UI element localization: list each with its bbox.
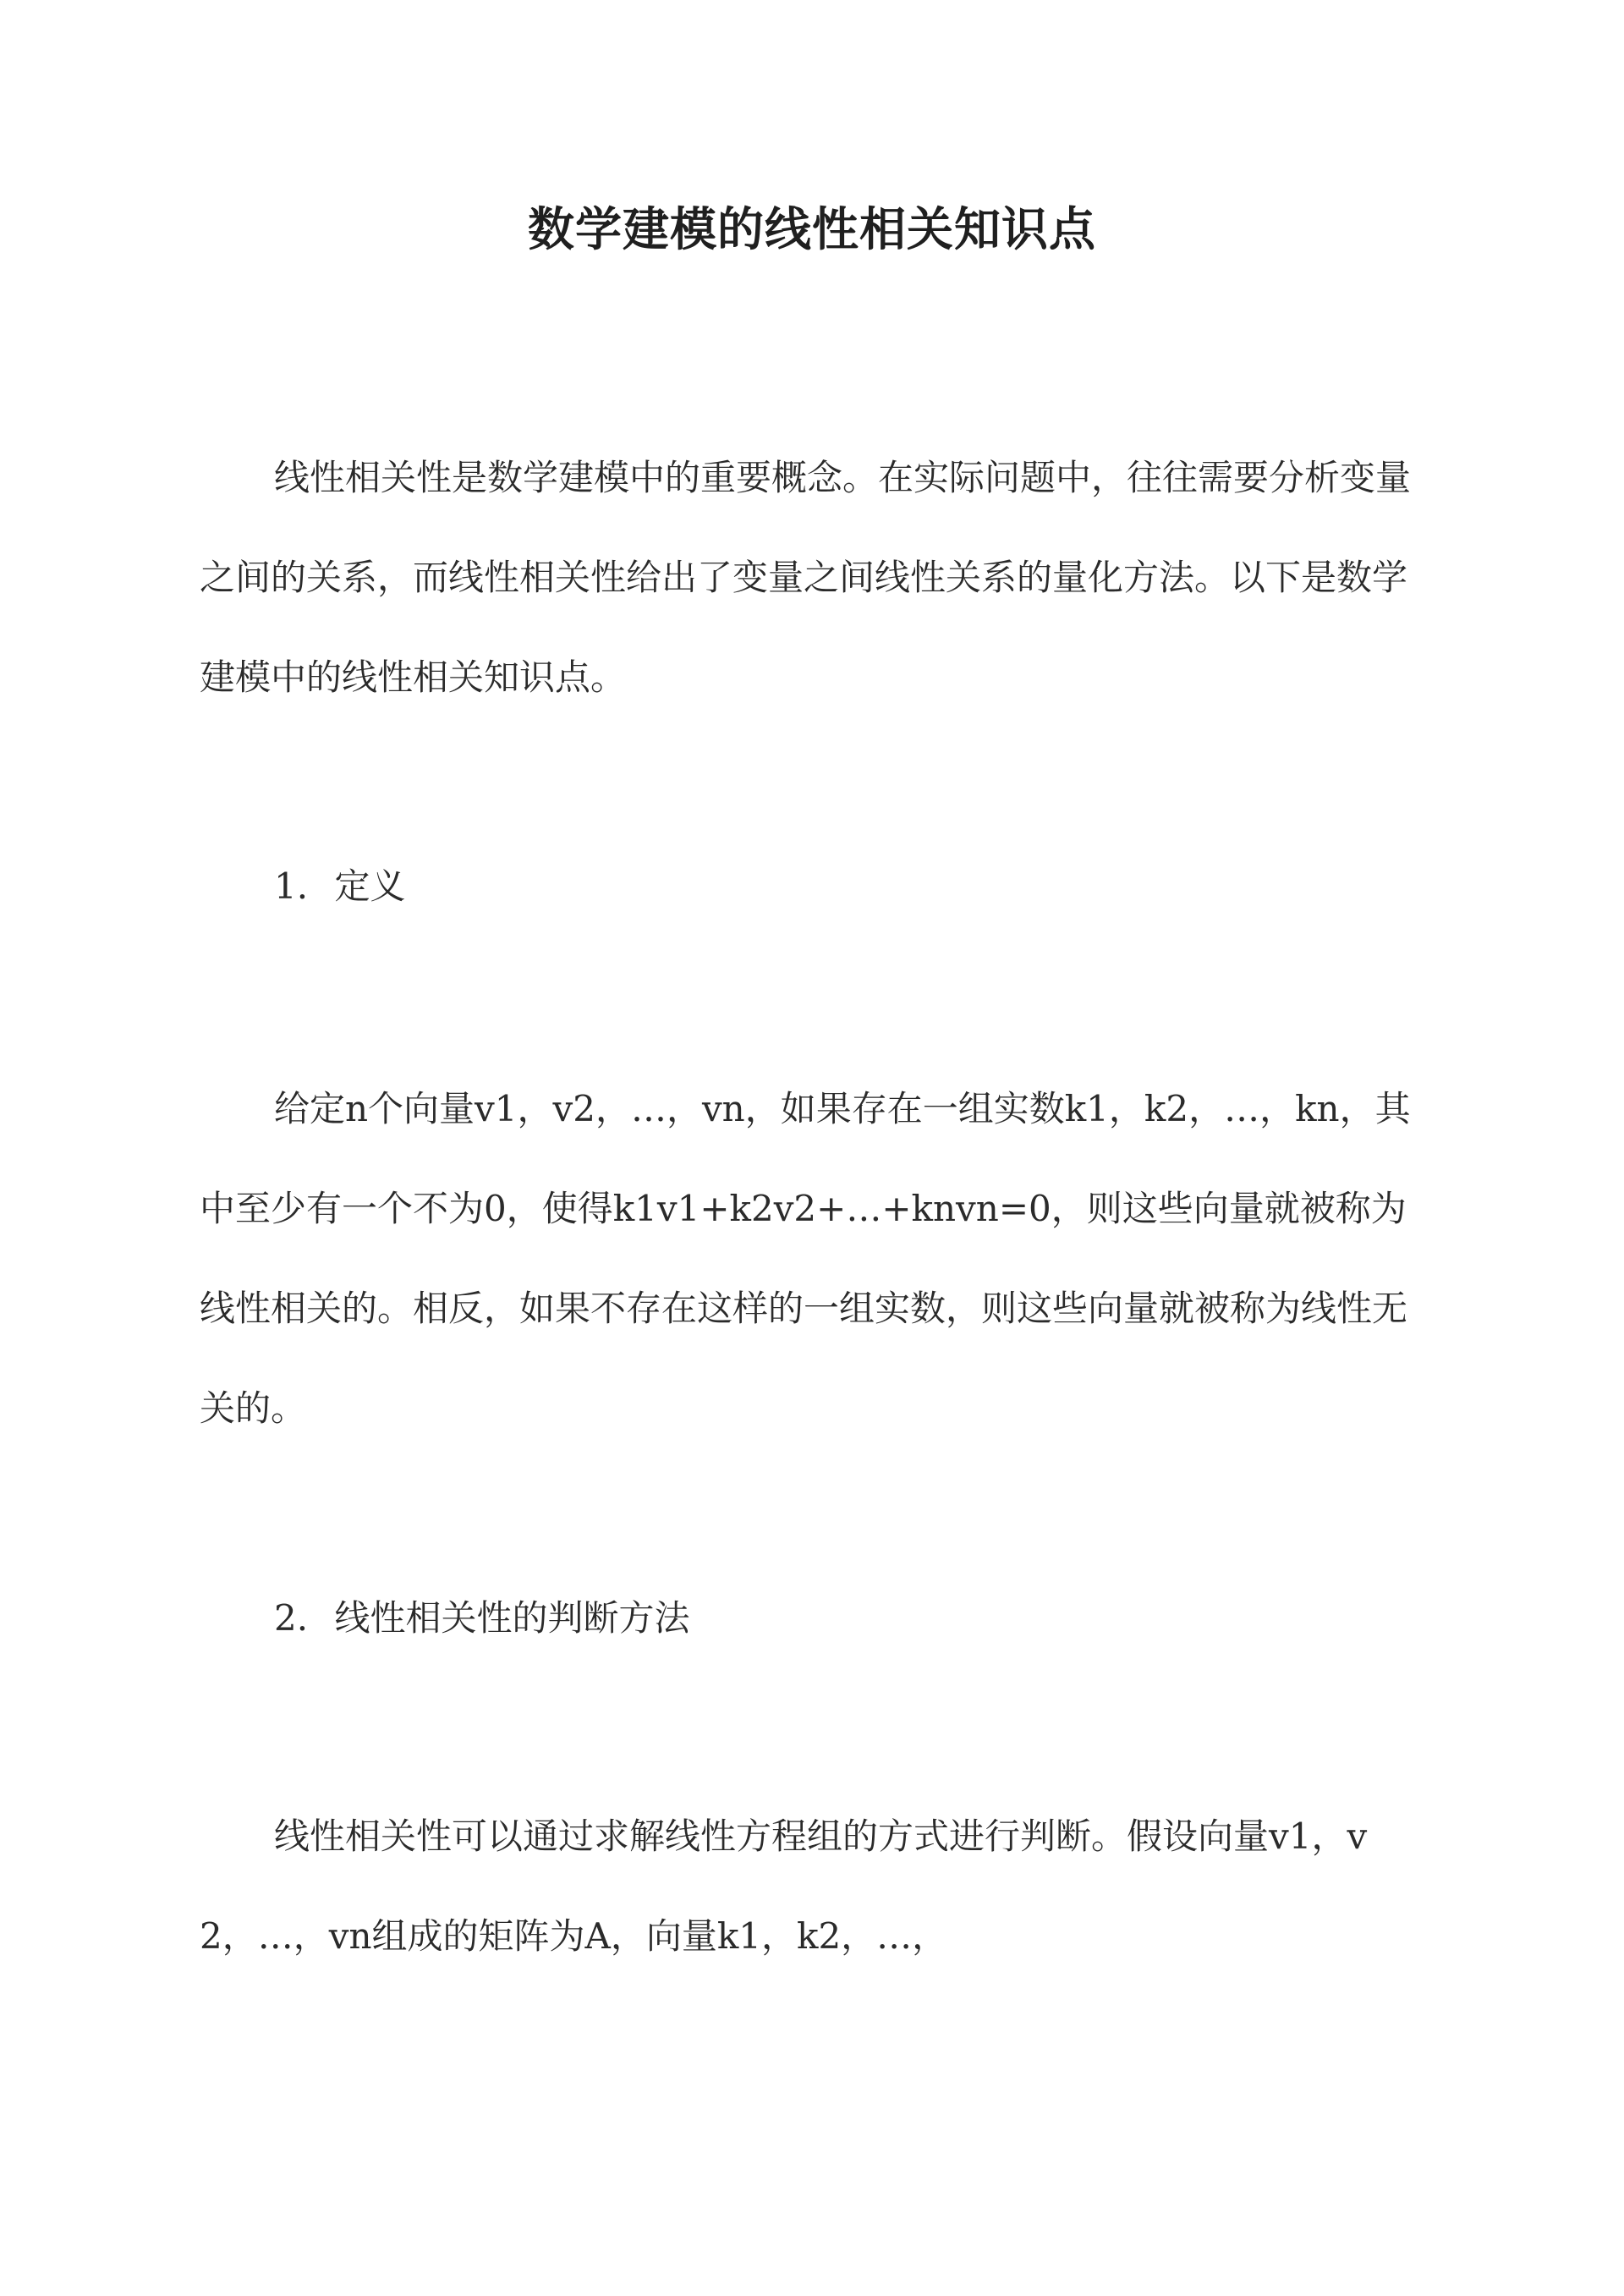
section-heading-text: 定义 [334,865,406,907]
section-number: 1. [274,865,309,907]
section-heading-judgement-method [274,1580,1374,1656]
definition-paragraph: 给定n个向量v1，v2，…，vn，如果存在一组实数k1，k2，…，kn，其中至少有一个不为0，使得k1v1+k2v2+…+knvn=0，则这些向量就被称为线性相关的。相反，如果不存在这样的一组实数，则这些向量就被称为线性无关的。 [200,1088,1411,1429]
section-number: 2. [274,1597,309,1639]
section-heading-text: 线性相关性的判断方法 [334,1597,690,1639]
document-title: 数学建模的线性相关知识点 [527,201,1096,256]
judgement-method-paragraph: 线性相关性可以通过求解线性方程组的方式进行判断。假设向量v1，v2，…，vn组成的矩阵为A，向量k1，k2，…， [200,1815,1368,1957]
section-heading-definition [274,849,1374,925]
intro-paragraph: 线性相关性是数学建模中的重要概念。在实际问题中，往往需要分析变量之间的关系，而线性相关性给出了变量之间线性关系的量化方法。以下是数学建模中的线性相关知识点。 [200,457,1412,698]
